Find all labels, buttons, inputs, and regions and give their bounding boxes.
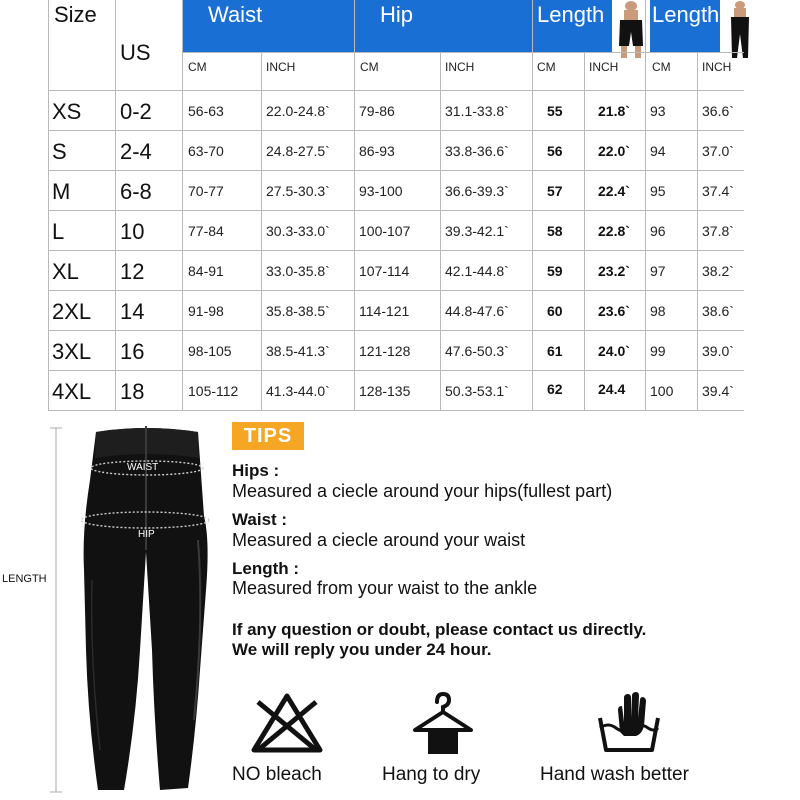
cell-waist-cm: 91-98	[188, 303, 224, 319]
column-divider	[532, 0, 533, 410]
cell-len1-cm: 60	[547, 303, 563, 319]
cell-size: 2XL	[52, 299, 92, 324]
cell-len2-inch: 38.2`	[702, 263, 734, 279]
cell-waist-inch: 33.0-35.8`	[266, 263, 330, 279]
cell-hip-cm: 114-121	[359, 303, 410, 319]
cell-us: 16	[120, 339, 145, 364]
cell-len2-cm: 98	[650, 303, 666, 319]
cell-len1-inch: 23.2`	[598, 263, 630, 279]
cell-len2-inch: 36.6`	[702, 103, 734, 119]
cell-len2-cm: 100	[650, 383, 674, 399]
cell-us: 0-2	[120, 99, 152, 124]
cell-us: 10	[120, 219, 145, 244]
waist-label: WAIST	[127, 462, 159, 473]
cell-hip-inch: 50.3-53.1`	[445, 383, 509, 399]
leggings-thumbnail	[720, 0, 760, 60]
subheader-len1-inch: INCH	[589, 60, 619, 74]
tip-length-title: Length :	[232, 559, 300, 578]
tip-waist-title: Waist :	[232, 510, 288, 529]
cell-size: XS	[52, 99, 82, 124]
cell-len2-inch: 39.0`	[702, 343, 734, 359]
cell-hip-inch: 47.6-50.3`	[445, 343, 509, 359]
header-length-long: Length	[652, 2, 720, 27]
cell-waist-inch: 35.8-38.5`	[266, 303, 330, 319]
header-hip: Hip	[380, 2, 414, 27]
column-divider	[584, 52, 585, 410]
cell-len1-inch: 21.8`	[598, 103, 630, 119]
contact-line-2: We will reply you under 24 hour.	[232, 640, 492, 659]
cell-waist-cm: 105-112	[188, 383, 239, 399]
cell-hip-inch: 31.1-33.8`	[445, 103, 509, 119]
cell-size: 3XL	[52, 339, 92, 364]
cell-len2-cm: 95	[650, 183, 666, 199]
cell-len1-cm: 58	[547, 223, 563, 239]
cell-len1-cm: 61	[547, 343, 563, 359]
cell-len2-inch: 37.0`	[702, 143, 734, 159]
cell-len1-inch: 24.4	[598, 381, 626, 397]
cell-len1-cm: 62	[547, 381, 563, 397]
cell-us: 2-4	[120, 139, 152, 164]
subheader-waist-cm: CM	[188, 60, 207, 74]
cell-hip-cm: 107-114	[359, 263, 410, 279]
row-divider	[48, 130, 744, 131]
cell-hip-inch: 33.8-36.6`	[445, 143, 509, 159]
cell-len2-cm: 93	[650, 103, 666, 119]
cell-len2-cm: 96	[650, 223, 666, 239]
column-divider	[115, 0, 116, 410]
column-divider	[440, 52, 441, 410]
cell-hip-inch: 36.6-39.3`	[445, 183, 509, 199]
cell-len1-inch: 22.4`	[598, 183, 630, 199]
row-divider	[48, 370, 744, 371]
cell-size: XL	[52, 259, 79, 284]
cell-len2-cm: 94	[650, 143, 666, 159]
tip-hips-desc: Measured a ciecle around your hips(fullest part)	[232, 481, 613, 501]
header-length-short: Length	[537, 2, 605, 27]
cell-waist-inch: 27.5-30.3`	[266, 183, 330, 199]
column-divider	[354, 0, 355, 410]
cell-len2-cm: 99	[650, 343, 666, 359]
row-divider	[48, 90, 744, 91]
cell-len2-inch: 37.8`	[702, 223, 734, 239]
header-us: US	[120, 40, 151, 65]
column-divider	[697, 52, 698, 410]
cell-len1-inch: 23.6`	[598, 303, 630, 319]
column-divider	[182, 0, 183, 410]
cell-waist-cm: 70-77	[188, 183, 224, 199]
length-label: LENGTH	[2, 573, 47, 585]
cell-hip-cm: 93-100	[359, 183, 403, 199]
cell-hip-cm: 100-107	[359, 223, 411, 239]
cell-len1-inch: 22.0`	[598, 143, 630, 159]
subheader-len2-inch: INCH	[702, 60, 732, 74]
subheader-hip-inch: INCH	[445, 60, 475, 74]
hand-wash-label: Hand wash better	[540, 764, 689, 785]
subheader-len1-cm: CM	[537, 60, 556, 74]
no-bleach-label: NO bleach	[232, 764, 322, 785]
cell-len1-cm: 56	[547, 143, 563, 159]
cell-size: M	[52, 179, 71, 204]
garment-measurement-illustration	[0, 420, 230, 800]
row-divider	[48, 410, 744, 411]
cell-hip-inch: 44.8-47.6`	[445, 303, 509, 319]
subheader-waist-inch: INCH	[266, 60, 296, 74]
cell-waist-inch: 38.5-41.3`	[266, 343, 330, 359]
column-divider	[645, 0, 646, 410]
tip-waist-desc: Measured a ciecle around your waist	[232, 530, 526, 550]
cell-waist-cm: 98-105	[188, 343, 232, 359]
cell-us: 14	[120, 299, 145, 324]
subheader-divider	[182, 52, 744, 53]
cell-len1-cm: 59	[547, 263, 563, 279]
row-divider	[48, 210, 744, 211]
subheader-hip-cm: CM	[360, 60, 379, 74]
cell-len2-inch: 39.4`	[702, 383, 734, 399]
leggings-drawing	[0, 420, 230, 800]
cell-waist-cm: 63-70	[188, 143, 224, 159]
cell-hip-cm: 86-93	[359, 143, 395, 159]
cell-len1-cm: 57	[547, 183, 563, 199]
cell-waist-inch: 22.0-24.8`	[266, 103, 330, 119]
cell-len2-cm: 97	[650, 263, 666, 279]
hang-dry-label: Hang to dry	[382, 764, 481, 785]
hip-label: HIP	[138, 529, 155, 540]
cell-len1-inch: 22.8`	[598, 223, 630, 239]
row-divider	[48, 330, 744, 331]
cell-us: 12	[120, 259, 145, 284]
column-divider	[48, 0, 49, 410]
no-bleach-icon	[250, 692, 324, 759]
cell-us: 6-8	[120, 179, 152, 204]
hanger-icon	[411, 690, 475, 761]
cell-waist-inch: 41.3-44.0`	[266, 383, 330, 399]
column-divider	[261, 52, 262, 410]
cell-waist-inch: 30.3-33.0`	[266, 223, 330, 239]
tip-length-desc: Measured from your waist to the ankle	[232, 578, 538, 598]
cell-hip-cm: 128-135	[359, 383, 411, 399]
subheader-len2-cm: CM	[652, 60, 671, 74]
cell-us: 18	[120, 379, 145, 404]
cell-hip-cm: 121-128	[359, 343, 411, 359]
cell-waist-cm: 56-63	[188, 103, 224, 119]
cell-size: 4XL	[52, 379, 92, 404]
cell-hip-inch: 42.1-44.8`	[445, 263, 509, 279]
header-waist: Waist	[208, 2, 263, 27]
cell-len1-inch: 24.0`	[598, 343, 630, 359]
cell-len1-cm: 55	[547, 103, 563, 119]
cell-len2-inch: 37.4`	[702, 183, 734, 199]
cell-waist-inch: 24.8-27.5`	[266, 143, 330, 159]
header-size: Size	[54, 2, 97, 27]
tips-badge: TIPS	[232, 422, 304, 450]
cell-waist-cm: 84-91	[188, 263, 224, 279]
row-divider	[48, 170, 744, 171]
row-divider	[48, 250, 744, 251]
cell-hip-inch: 39.3-42.1`	[445, 223, 509, 239]
tip-hips-title: Hips :	[232, 461, 280, 480]
cell-waist-cm: 77-84	[188, 223, 224, 239]
cell-len2-inch: 38.6`	[702, 303, 734, 319]
cell-size: S	[52, 139, 67, 164]
cell-hip-cm: 79-86	[359, 103, 395, 119]
contact-line-1: If any question or doubt, please contact us directly.	[232, 620, 647, 639]
cell-size: L	[52, 219, 65, 244]
row-divider	[48, 290, 744, 291]
hand-wash-icon	[596, 688, 662, 759]
